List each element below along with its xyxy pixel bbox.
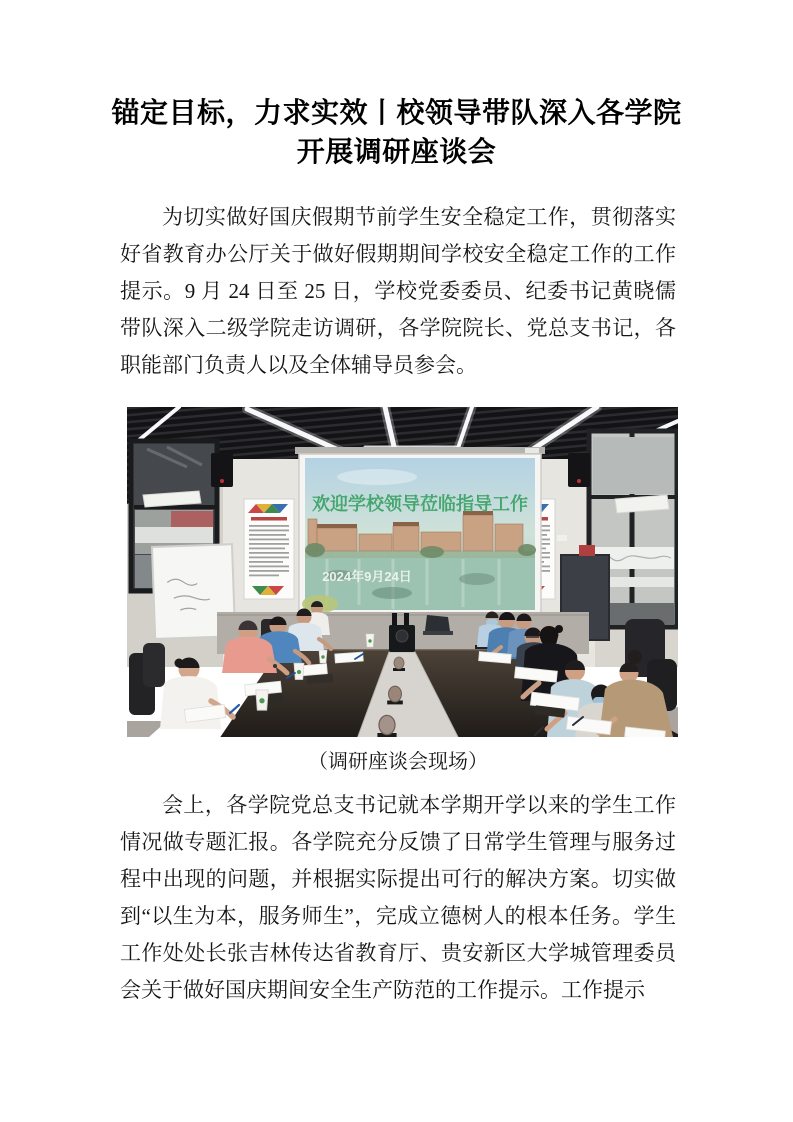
screen-date-text: 2024年9月24日 — [322, 569, 412, 584]
paragraph-intro: 为切实做好国庆假期节前学生安全稳定工作，贯彻落实好省教育办公厅关于做好假期期间学校安全稳定工作的工作提示。9 月 24 日至 25 日，学校党委委员、纪委书记黄晓儒带队深入二级学院走访调研，各学院院长、党总支书记，各职能部门负责人以及全体辅导员参会。 — [120, 205, 676, 377]
meeting-room-photo — [127, 407, 678, 737]
wall-poster-left — [244, 499, 294, 599]
article-title — [60, 93, 733, 171]
article-title-line2: 开展调研座谈会 — [296, 136, 497, 167]
paragraph-body: 会上，各学院党总支书记就本学期开学以来的学生工作情况做专题汇报。各学院充分反馈了日常学生管理与服务过程中出现的问题，并根据实际提出可行的解决方案。切实做到“以生为本，服务师生”，完成立德树人的根本任务。学生工作处处长张吉林传达省教育厅、贵安新区大学城管理委员会关于做好国庆期间安全生产防范的工作提示。工作提示 — [120, 793, 676, 1002]
photo-caption: （调研座谈会现场） — [308, 751, 488, 773]
screen-title-text: 欢迎学校领导莅临指导工作 — [312, 494, 528, 514]
wall-speaker-left — [211, 453, 233, 487]
projection-screen — [295, 447, 545, 614]
meeting-photo — [127, 407, 678, 737]
wall-speaker-right — [568, 453, 590, 487]
article-title-line1: 锚定目标，力求实效丨校领导带队深入各学院 — [111, 97, 682, 128]
